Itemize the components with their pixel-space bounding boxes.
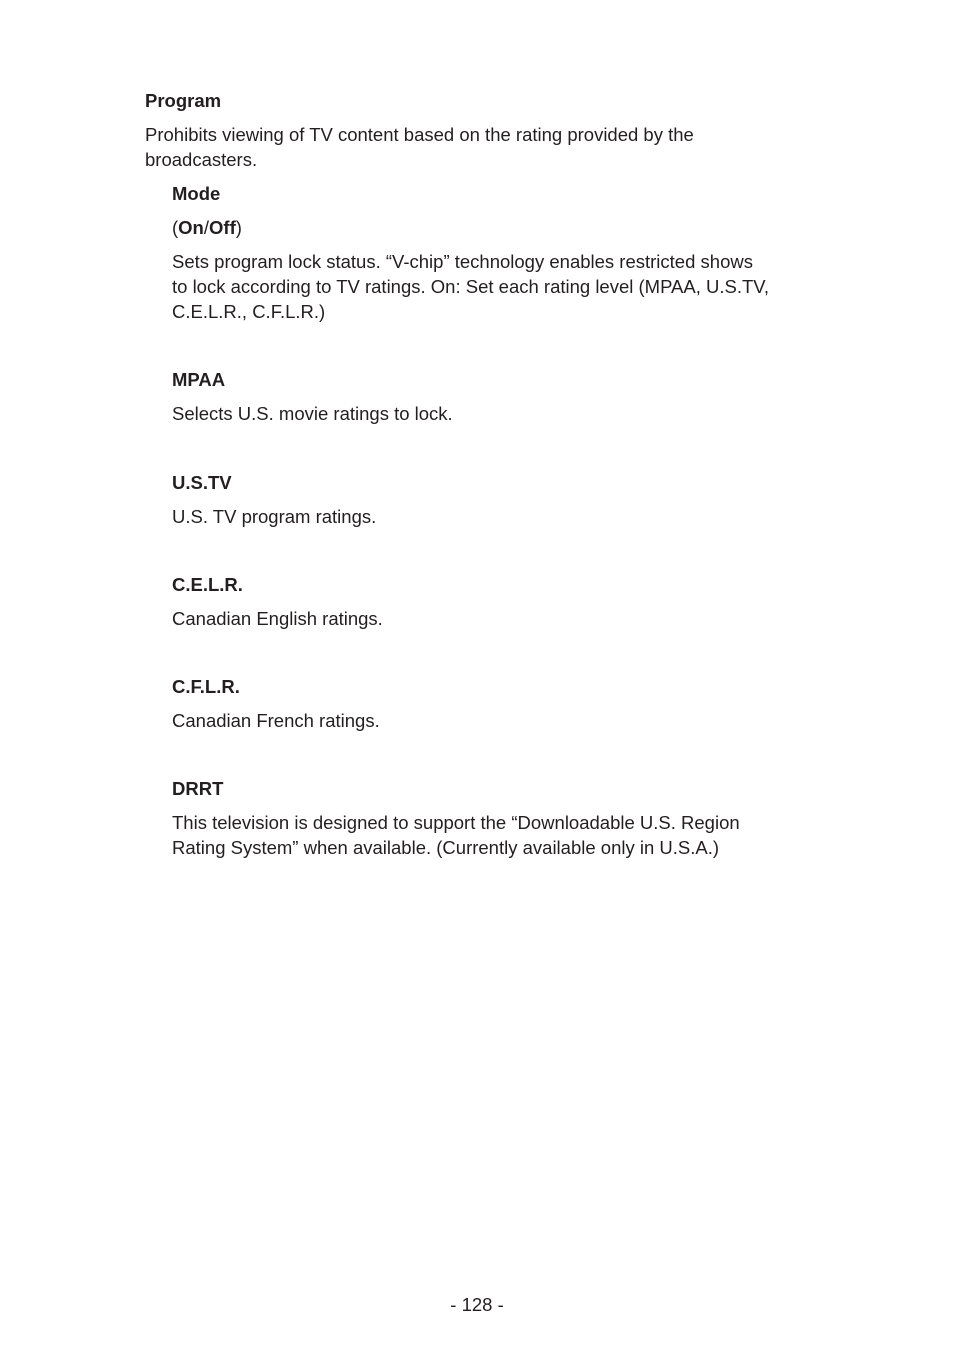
mode-description-line-1: Sets program lock status. “V-chip” technology enables restricted shows: [172, 251, 753, 272]
mpaa-heading: MPAA: [172, 369, 226, 390]
celr-heading: C.E.L.R.: [172, 574, 243, 595]
drrt-description-line-1: This television is designed to support the “Downloadable U.S. Region: [172, 812, 740, 833]
celr-description: Canadian English ratings.: [172, 608, 383, 629]
page-number: - 128 -: [450, 1294, 504, 1315]
mode-description-line-3: C.E.L.R., C.F.L.R.): [172, 301, 326, 322]
mode-description-line-2: to lock according to TV ratings. On: Set each rating level (MPAA, U.S.TV,: [172, 276, 770, 297]
mpaa-description: Selects U.S. movie ratings to lock.: [172, 403, 453, 424]
mode-options: [172, 215, 242, 240]
ustv-description: U.S. TV program ratings.: [172, 506, 377, 527]
mode-paren-close: ): [235, 217, 242, 238]
program-heading: Program: [145, 90, 222, 111]
program-description-line-2: broadcasters.: [145, 149, 258, 170]
mode-paren-open: (: [172, 217, 179, 238]
mode-option-separator: /: [203, 217, 210, 238]
cflr-heading: C.F.L.R.: [172, 676, 240, 697]
mode-option-off: Off: [209, 217, 236, 238]
cflr-description: Canadian French ratings.: [172, 710, 380, 731]
program-description-line-1: Prohibits viewing of TV content based on the rating provided by the: [145, 124, 694, 145]
ustv-heading: U.S.TV: [172, 472, 232, 493]
mode-option-on: On: [178, 217, 204, 238]
mode-heading: Mode: [172, 183, 221, 204]
drrt-heading: DRRT: [172, 778, 224, 799]
drrt-description-line-2: Rating System” when available. (Currently available only in U.S.A.): [172, 837, 720, 858]
